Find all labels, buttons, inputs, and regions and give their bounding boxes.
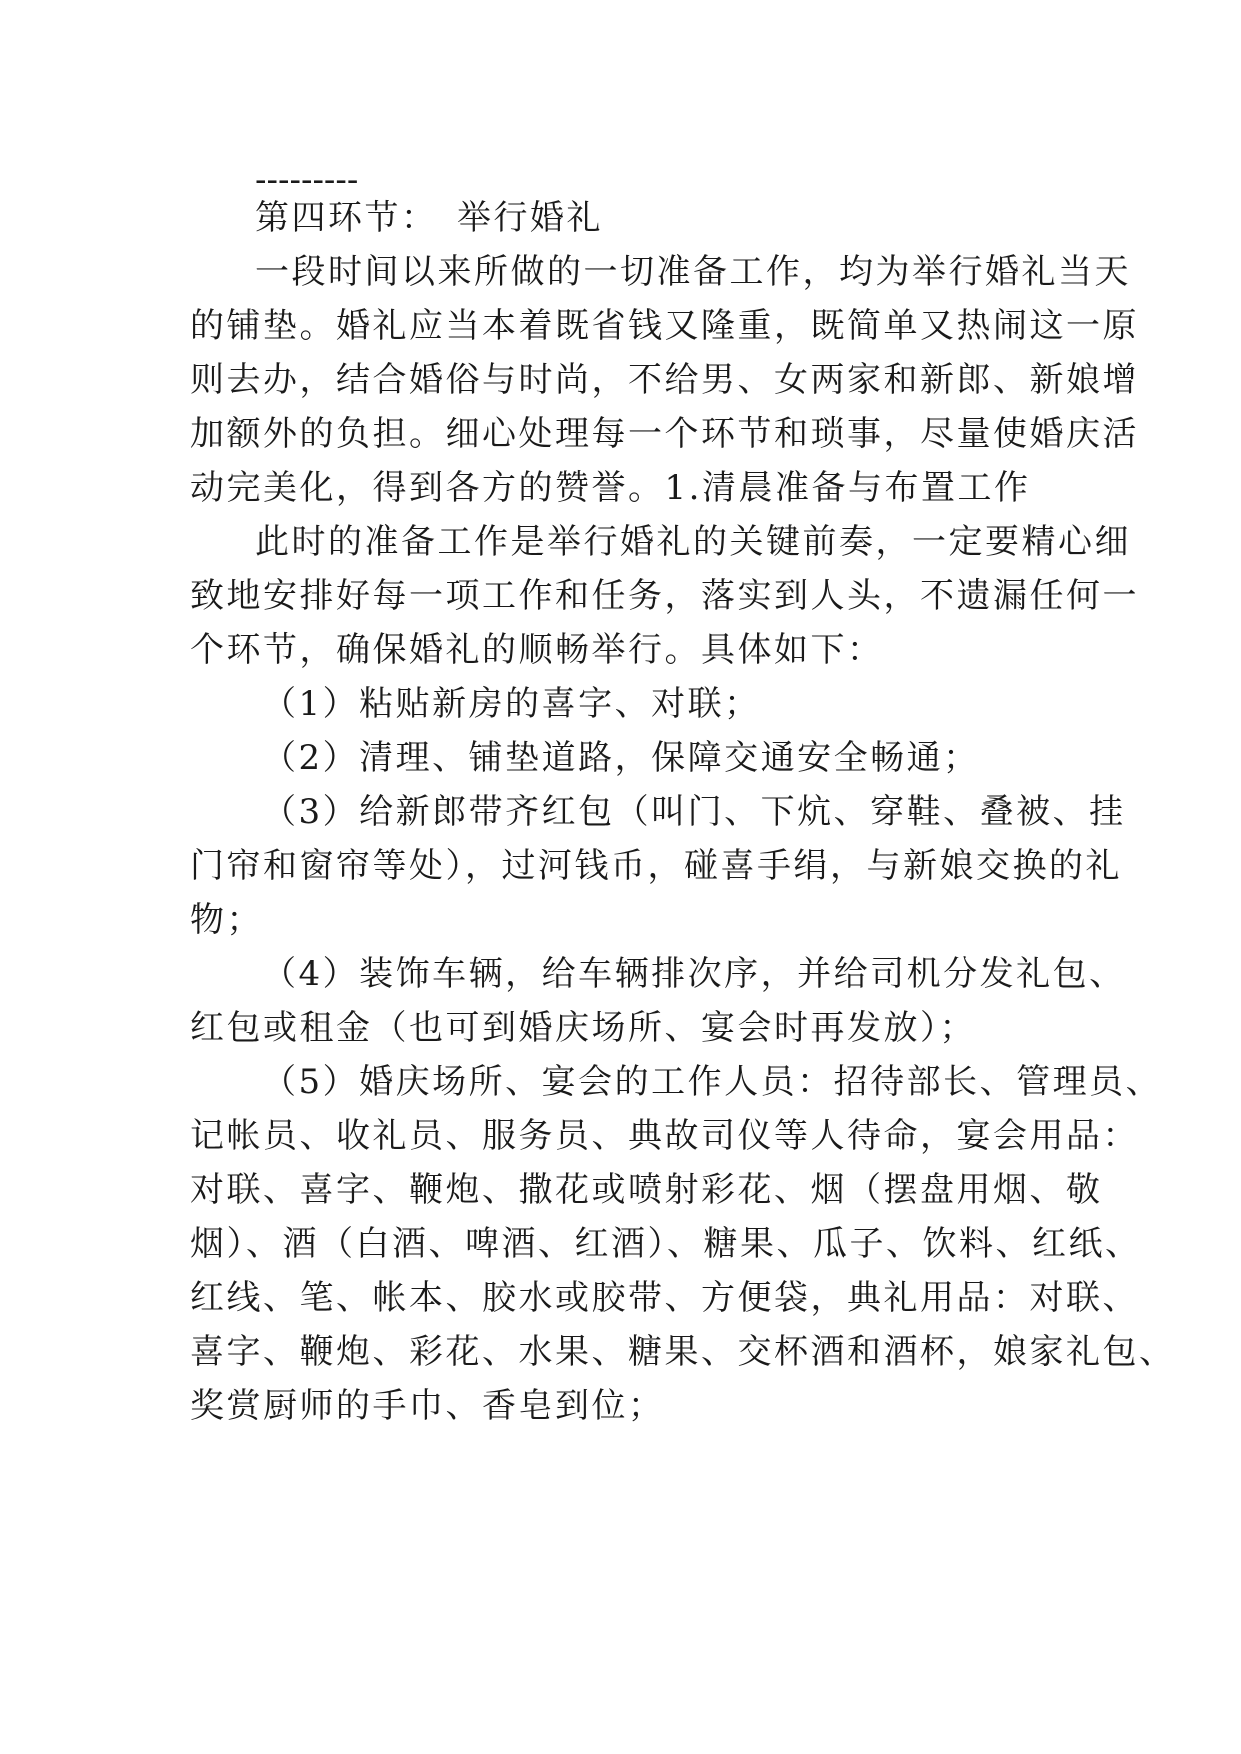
paragraph-line: 的铺垫。婚礼应当本着既省钱又隆重，既简单又热闹这一原: [190, 306, 1139, 346]
section-heading: 第四环节： 举行婚礼: [255, 198, 603, 238]
paragraph-line: 此时的准备工作是举行婚礼的关键前奏，一定要精心细: [255, 522, 1131, 562]
list-item-continuation: 门帘和窗帘等处），过河钱币，碰喜手绢，与新娘交换的礼: [190, 846, 1122, 886]
list-item: （4）装饰车辆，给车辆排次序，并给司机分发礼包、: [262, 954, 1126, 994]
list-item-continuation: 烟）、酒（白酒、啤酒、红酒）、糖果、瓜子、饮料、红纸、: [190, 1224, 1142, 1264]
paragraph-line: 加额外的负担。细心处理每一个环节和琐事，尽量使婚庆活: [190, 414, 1139, 454]
paragraph-line: 一段时间以来所做的一切准备工作，均为举行婚礼当天: [255, 252, 1131, 292]
paragraph-line: 则去办，结合婚俗与时尚，不给男、女两家和新郎、新娘增: [190, 360, 1139, 400]
list-item-continuation: 记帐员、收礼员、服务员、典故司仪等人待命，宴会用品：: [190, 1116, 1139, 1156]
list-item-continuation: 喜字、鞭炮、彩花、水果、糖果、交杯酒和酒杯，娘家礼包、: [190, 1332, 1176, 1372]
paragraph-line: 动完美化，得到各方的赞誉。1.清晨准备与布置工作: [190, 468, 1031, 508]
paragraph-line: 个环节，确保婚礼的顺畅举行。具体如下：: [190, 630, 884, 670]
list-item-continuation: 物；: [190, 900, 263, 940]
list-item-continuation: 对联、喜字、鞭炮、撒花或喷射彩花、烟（摆盘用烟、敬: [190, 1170, 1103, 1210]
separator-rule: ---------: [255, 160, 359, 200]
list-item: （2）清理、铺垫道路，保障交通安全畅通；: [262, 738, 980, 778]
list-item-continuation: 红包或租金（也可到婚庆场所、宴会时再发放）；: [190, 1008, 976, 1048]
paragraph-line: 致地安排好每一项工作和任务，落实到人头，不遗漏任何一: [190, 576, 1139, 616]
list-item: （1）粘贴新房的喜字、对联；: [262, 684, 761, 724]
list-item: （5）婚庆场所、宴会的工作人员：招待部长、管理员、: [262, 1062, 1163, 1102]
list-item: （3）给新郎带齐红包（叫门、下炕、穿鞋、叠被、挂: [262, 792, 1126, 832]
list-item-continuation: 奖赏厨师的手巾、香皂到位；: [190, 1386, 665, 1426]
list-item-continuation: 红线、笔、帐本、胶水或胶带、方便袋，典礼用品：对联、: [190, 1278, 1139, 1318]
